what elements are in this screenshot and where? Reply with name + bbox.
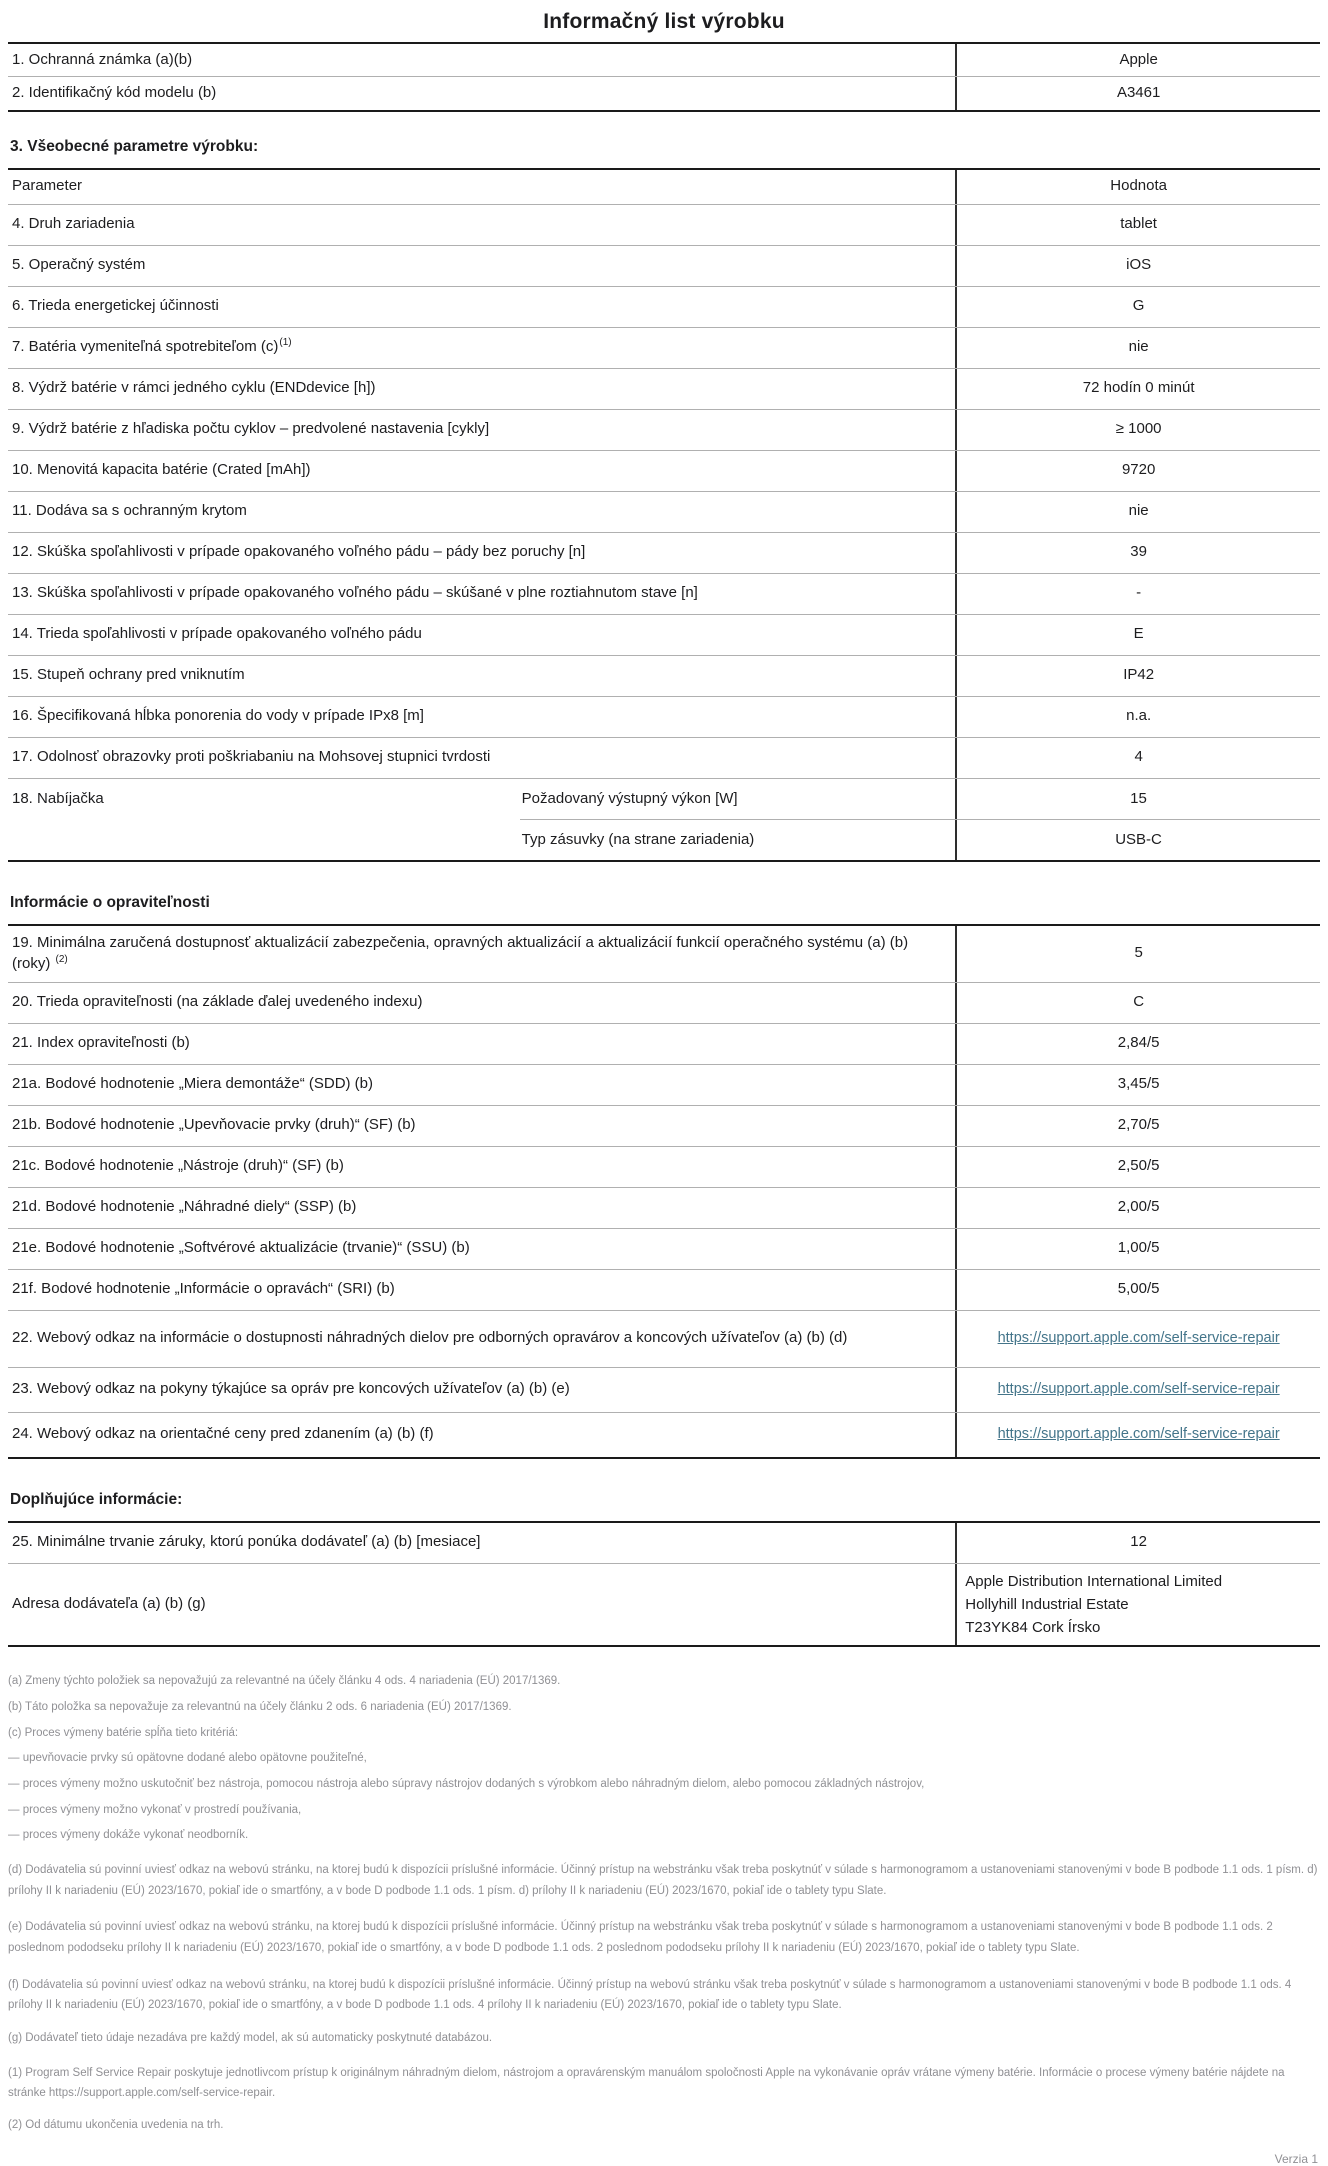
table-row [8, 76, 1320, 109]
row-label: Požadovaný výstupný výkon [W] [521, 790, 738, 807]
row-value: 2,50/5 [955, 1147, 1320, 1187]
row-value: 12 [955, 1523, 1320, 1563]
table-row [8, 926, 1320, 982]
charger-row [8, 778, 1320, 860]
table-row [8, 1310, 1320, 1367]
support-link[interactable]: https://support.apple.com/self-service-repair [997, 1425, 1280, 1442]
row-value: tablet [955, 205, 1320, 245]
table-row [8, 286, 1320, 327]
column-header-value: Hodnota [955, 170, 1320, 204]
section-heading-general: 3. Všeobecné parametre výrobku: [10, 137, 259, 155]
section-heading-additional: Doplňujúce informácie: [10, 1490, 183, 1508]
table-row [8, 409, 1320, 450]
row-label: 19. Minimálna zaručená dostupnosť aktualizácií zabezpečenia, opravných aktualizácií a aktualizácií funkcií operačného systému (a) (b) (roky) $^{(2)}$ [12, 934, 909, 972]
table-row [8, 573, 1320, 614]
row-label: 23. Webový odkaz na pokyny týkajúce sa opráv pre koncových užívateľov (a) (b) (e) [12, 1380, 570, 1398]
supplier-address [955, 1564, 1320, 1646]
table-header-row [8, 170, 1320, 204]
row-label: 7. Batéria vymeniteľná spotrebiteľom $(c)^{(1)}$ [12, 337, 292, 356]
table-row [8, 532, 1320, 573]
footnote: — proces výmeny dokáže vykonať neodborník. [8, 1829, 249, 1842]
row-value: A3461 [955, 77, 1320, 109]
page-title: Informačný list výrobku [543, 10, 785, 33]
table-row [8, 1228, 1320, 1269]
row-value: nie [955, 328, 1320, 368]
row-label: 5. Operačný systém [12, 256, 146, 274]
table-row [520, 819, 1320, 860]
row-label: 21e. Bodové hodnotenie „Softvérové aktualizácie (trvanie)“ (SSU) (b) [12, 1239, 470, 1257]
row-label: 21d. Bodové hodnotenie „Náhradné diely“ (SSP) (b) [12, 1198, 357, 1216]
address-line: Hollyhill Industrial Estate [965, 1595, 1129, 1613]
row-value: 15 [955, 779, 1320, 819]
address-line: T23YK84 Cork Írsko [965, 1619, 1101, 1636]
footnote: (g) Dodávateľ tieto údaje nezadáva pre každý model, ak sú automaticky poskytnuté databázou. [8, 2032, 493, 2045]
general-parameters-table [8, 168, 1320, 862]
table-row [8, 1105, 1320, 1146]
address-line: Apple Distribution International Limited [965, 1572, 1223, 1590]
row-value: G [955, 287, 1320, 327]
table-row [8, 491, 1320, 532]
support-link[interactable]: https://support.apple.com/self-service-repair [997, 1380, 1280, 1397]
row-value: ≥ 1000 [955, 410, 1320, 450]
table-row [8, 44, 1320, 76]
row-value: E [955, 615, 1320, 655]
table-row [8, 368, 1320, 409]
additional-info-table [8, 1521, 1320, 1648]
footnote: (f) Dodávatelia sú povinní uviesť odkaz na webovú stránku, na ktorej budú k dispozícii príslušné informácie. Účinný prístup na webovú stránku však treba poskytnúť v súlade s harmonogramom a ustanoveniami stanovenými v bode B podbode 1.1 ods. 4 prílohy II k nariadeniu (EÚ) 2023/1670, pokiaľ ide o smartfóny, a v bode D podbode 1.1 ods. 4 prílohy II k nariadeniu (EÚ) 2023/1670, pokiaľ ide o tablety typu Slate. [8, 1978, 1292, 2012]
row-label: 24. Webový odkaz na orientačné ceny pred zdanením (a) (b) (f) [12, 1425, 434, 1443]
table-row [8, 1187, 1320, 1228]
version-label: Verzia 1 [1274, 2151, 1318, 2166]
row-label: Adresa dodávateľa (a) (b) (g) [12, 1595, 206, 1613]
footnote: (a) Zmeny týchto položiek sa nepovažujú za relevantné na účely článku 4 ods. 4 nariadenia (EÚ) 2017/1369. [8, 1675, 561, 1688]
row-value: 72 hodín 0 minút [955, 369, 1320, 409]
row-value: C [955, 983, 1320, 1023]
row-label: Typ zásuvky (na strane zariadenia) [521, 831, 755, 848]
row-label: 22. Webový odkaz na informácie o dostupnosti náhradných dielov pre odborných opravárov a koncových užívateľov (a) (b) (d) [12, 1329, 848, 1347]
footnotes [8, 1673, 1320, 2134]
row-value: 5 [955, 926, 1320, 982]
row-value: 9720 [955, 451, 1320, 491]
footnote: — proces výmeny možno vykonať v prostredí používania, [8, 1803, 302, 1816]
row-value: nie [955, 492, 1320, 532]
row-value: 2,70/5 [955, 1106, 1320, 1146]
row-value: - [955, 574, 1320, 614]
row-label: 2. Identifikačný kód modelu (b) [12, 84, 217, 102]
row-value: n.a. [955, 697, 1320, 737]
row-value: 4 [955, 738, 1320, 778]
table-row [8, 655, 1320, 696]
footnote-marker: (1) [279, 337, 292, 349]
table-row [8, 982, 1320, 1023]
table-row [8, 1023, 1320, 1064]
row-label: 21b. Bodové hodnotenie „Upevňovacie prvky (druh)“ (SF) (b) [12, 1116, 416, 1134]
row-value: 2,84/5 [955, 1024, 1320, 1064]
support-link[interactable]: https://support.apple.com/self-service-repair [997, 1329, 1280, 1346]
row-value: 2,00/5 [955, 1188, 1320, 1228]
row-label: 21f. Bodové hodnotenie „Informácie o opravách“ (SRI) (b) [12, 1280, 395, 1298]
row-value [955, 1368, 1320, 1412]
table-row [8, 1146, 1320, 1187]
row-label: 13. Skúška spoľahlivosti v prípade opakovaného voľného pádu – skúšané v plne roztiahnutom stave [n] [12, 584, 698, 602]
row-value: iOS [955, 246, 1320, 286]
row-label: 20. Trieda opraviteľnosti (na základe ďalej uvedeného indexu) [12, 993, 423, 1011]
row-label: 21. Index opraviteľnosti (b) [12, 1034, 190, 1052]
footnote: (d) Dodávatelia sú povinní uviesť odkaz na webovú stránku, na ktorej budú k dispozícii príslušné informácie. Účinný prístup na webstránku však treba poskytnúť v súlade s harmonogramom a ustanoveniami stanovenými v bode B podbode 1.1 ods. 1 písm. d) prílohy II k nariadeniu (EÚ) 2023/1670, pokiaľ ide o smartfóny, a v bode D podbode 1.1 ods. 1 písm. d) prílohy II k nariadeniu (EÚ) 2023/1670, pokiaľ ide o tablety typu Slate. [8, 1863, 1318, 1897]
footnote: (1) Program Self Service Repair poskytuje jednotlivcom prístup k originálnym náhradným dielom, nástrojom a opravárenským manuálom spoločnosti Apple na vykonávanie opráv vrátane výmeny batérie. Informácie o procese výmeny batérie nájdete na stránke https://support.apple.com/self-service-repair. [8, 2066, 1285, 2100]
row-label: 8. Výdrž batérie v rámci jedného cyklu (ENDdevice [h]) [12, 379, 376, 397]
row-label: 4. Druh zariadenia [12, 215, 135, 233]
table-row [8, 1064, 1320, 1105]
row-label: 16. Špecifikovaná hĺbka ponorenia do vody v prípade IPx8 [m] [12, 707, 424, 725]
section-heading-repairability: Informácie o opraviteľnosti [10, 893, 210, 911]
row-label: 25. Minimálne trvanie záruky, ktorú ponúka dodávateľ (a) (b) [mesiace] [12, 1533, 481, 1551]
identity-table [8, 42, 1320, 112]
row-label: 6. Trieda energetickej účinnosti [12, 297, 219, 315]
table-row [8, 1523, 1320, 1563]
row-label: 11. Dodáva sa s ochranným krytom [12, 502, 247, 520]
row-value [955, 1311, 1320, 1367]
table-row [8, 1269, 1320, 1310]
row-label: 21a. Bodové hodnotenie „Miera demontáže“ (SDD) (b) [12, 1075, 374, 1093]
row-label: 15. Stupeň ochrany pred vniknutím [12, 666, 245, 684]
row-label: 17. Odolnosť obrazovky proti poškriabaniu na Mohsovej stupnici tvrdosti [12, 748, 491, 766]
table-row [8, 1412, 1320, 1457]
row-label: 18. Nabíjačka [12, 790, 104, 807]
table-row [8, 245, 1320, 286]
table-row [8, 696, 1320, 737]
row-label: 14. Trieda spoľahlivosti v prípade opakovaného voľného pádu [12, 625, 422, 643]
footnote: (c) Proces výmeny batérie spĺňa tieto kritériá: [8, 1726, 239, 1739]
table-row [520, 779, 1320, 819]
column-header-parameter: Parameter [12, 177, 83, 195]
row-label: 10. Menovitá kapacita batérie (Crated [mAh]) [12, 461, 311, 479]
footnote: (b) Táto položka sa nepovažuje za relevantnú na účely článku 2 ods. 6 nariadenia (EÚ) 2017/1369. [8, 1700, 512, 1713]
row-value: 39 [955, 533, 1320, 573]
table-row [8, 614, 1320, 655]
row-value: 3,45/5 [955, 1065, 1320, 1105]
footnote: (2) Od dátumu ukončenia uvedenia na trh. [8, 2119, 224, 2132]
row-label: 21c. Bodové hodnotenie „Nástroje (druh)“ (SF) (b) [12, 1157, 344, 1175]
footnote: — upevňovacie prvky sú opätovne dodané alebo opätovne použiteľné, [8, 1752, 367, 1765]
repairability-table [8, 924, 1320, 1459]
row-value: USB-C [955, 820, 1320, 860]
charger-subtable [520, 779, 1320, 860]
row-value: IP42 [955, 656, 1320, 696]
table-row [8, 327, 1320, 368]
row-label: 1. Ochranná známka (a)(b) [12, 51, 193, 68]
footnote-marker: (2) [55, 953, 68, 965]
row-value: Apple [955, 44, 1320, 76]
table-row [8, 204, 1320, 245]
row-value: 1,00/5 [955, 1229, 1320, 1269]
table-row [8, 737, 1320, 778]
row-value [955, 1413, 1320, 1457]
row-label: 9. Výdrž batérie z hľadiska počtu cyklov – predvolené nastavenia [cykly] [12, 420, 490, 438]
footnote: (e) Dodávatelia sú povinní uviesť odkaz na webovú stránku, na ktorej budú k dispozícii príslušné informácie. Účinný prístup na webstránku však treba poskytnúť v súlade s harmonogramom a ustanoveniami stanovenými v bode B podbode 1.1 ods. 2 poslednom pododseku prílohy II k nariadeniu (EÚ) 2023/1670, pokiaľ ide o smartfóny, a v bode D podbode 1.1 ods. 2 poslednom pododseku prílohy II k nariadeniu (EÚ) 2023/1670, pokiaľ ide o tablety typu Slate. [8, 1921, 1273, 1955]
table-row [8, 450, 1320, 491]
row-value: 5,00/5 [955, 1270, 1320, 1310]
table-row [8, 1563, 1320, 1646]
footnote: — proces výmeny možno uskutočniť bez nástroja, pomocou nástroja alebo súpravy nástrojov dodaných s výrobkom alebo náhradným dielom, alebo pomocou základných nástrojov, [8, 1777, 925, 1790]
row-label: 12. Skúška spoľahlivosti v prípade opakovaného voľného pádu – pády bez poruchy [n] [12, 543, 586, 561]
table-row [8, 1367, 1320, 1412]
